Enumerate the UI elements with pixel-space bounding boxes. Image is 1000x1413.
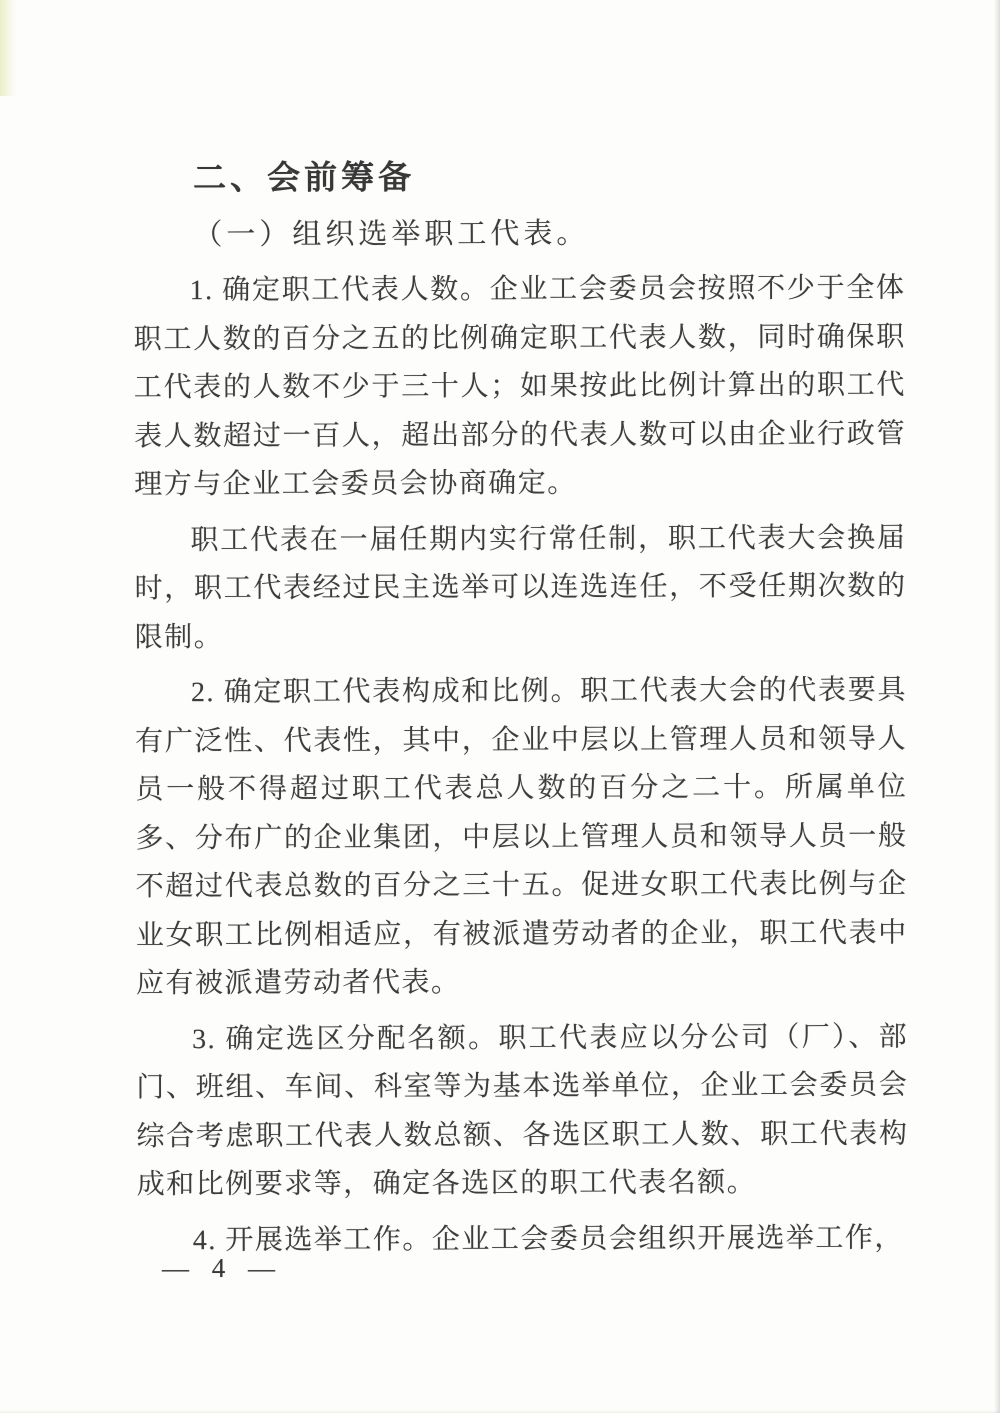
paragraph-term-system: 职工代表在一届任期内实行常任制，职工代表大会换届时，职工代表经过民主选举可以连选连任，不受任期次数的限制。 <box>134 522 907 653</box>
scan-artifact-topleft-tint <box>0 0 16 96</box>
page-number: — 4 — <box>162 1253 283 1283</box>
section-heading: 二、会前筹备 <box>193 158 416 197</box>
paragraph-election-work: 4. 开展选举工作。企业工会委员会组织开展选举工作， <box>192 1222 904 1256</box>
subsection-heading: （一）组织选举职工代表。 <box>193 217 590 252</box>
document-body <box>133 151 909 1266</box>
paragraph-representative-count: 1. 确定职工代表人数。企业工会委员会按照不少于全体职工人数的百分之五的比例确定职工代表人数，同时确保职工代表的人数不少于三十人；如果按此比例计算出的职工代表人数超过一百人，超出部分的代表人数可以由企业行政管理方与企业工会委员会协商确定。 <box>133 272 907 501</box>
paragraph-composition-ratio: 2. 确定职工代表构成和比例。职工代表大会的代表要具有广泛性、代表性，其中，企业中层以上管理人员和领导人员一般不得超过职工代表总人数的百分之二十。所属单位多、分布广的企业集团，中层以上管理人员和领导人员一般不超过代表总数的百分之三十五。促进女职工代表比例与企业女职工比例相适应，有被派遣劳动者的企业，职工代表中应有被派遣劳动者代表。 <box>135 674 908 1000</box>
paragraph-district-quota: 3. 确定选区分配名额。职工代表应以分公司（厂）、部门、班组、车间、科室等为基本选举单位，企业工会委员会综合考虑职工代表人数总额、各选区职工人数、职工代表构成和比例要求等，确定各选区的职工代表名额。 <box>136 1021 909 1201</box>
scan-artifact-right-edge <box>994 0 1000 1413</box>
